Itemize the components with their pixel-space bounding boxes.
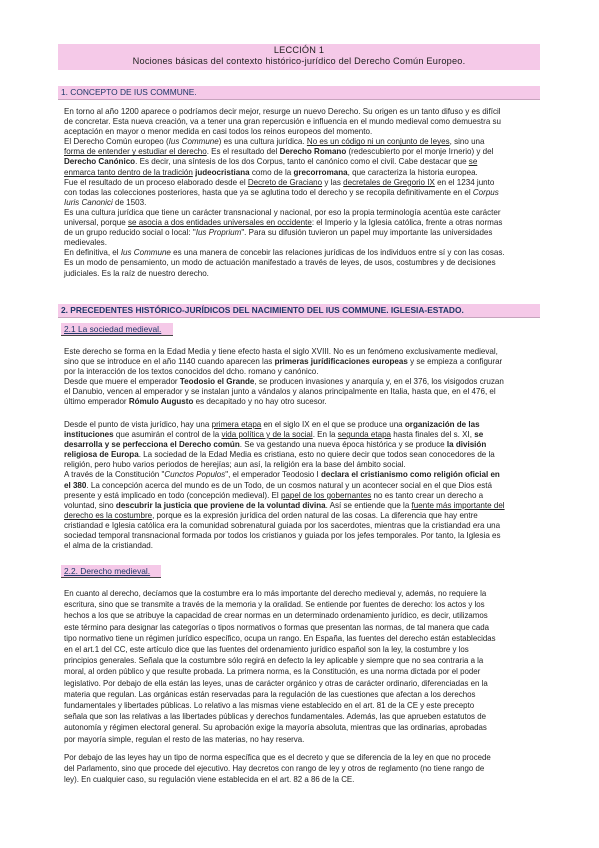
subsection-2-2-title: 2.2. Derecho medieval. bbox=[61, 565, 161, 578]
section2-title: 2. PRECEDENTES HISTÓRICO-JURÍDICOS DEL NACIMIENTO DEL IUS COMMUNE. IGLESIA-ESTADO. bbox=[61, 305, 464, 315]
subsection-2-1-paragraph-b: Desde el punto de vista jurídico, hay una primera etapa en el siglo IX en el que se produce una organización de las instituciones que asumirán el control de la vida política y de la social. En la segunda etapa hasta finales del s. XI, se desarrolla y se perfecciona el Derecho común. Se va gestando una nueva época histórica y se produce la división religiosa de Europa. La sociedad de la Edad Media es cristiana, esto no quiere decir que todos sean conocedores de la religión, pero hubo varios periodos de herejías; aun así, la religión era la base del ámbito social. A través de la Constitución "Cunctos Populos", el emperador Teodosio I declara el cristianismo como religión oficial en el 380. La concepción acerca del mundo es de un Todo, de un cosmos natural y un acontecer social en el que Dios está presente y está implicado en todo (concepción medieval). El papel de los gobernantes no es tanto crear un derecho a voluntad, sino descubrir la justicia que proviene de la voluntad divina. Así se entiende que la fuente más importante del derecho es la costumbre, porque es la expresión jurídica del orden natural de las cosas. La diferencia que hay entre cristiandad e Iglesia católica era la comunidad sobrenatural guiada por los sacerdotes, mientras que la cristiandad era una sociedad temporal transnacional formada por todos los cristianos y guiada por los jefes temporales. Por tanto, la Iglesia es el alma de la cristiandad. bbox=[64, 420, 505, 551]
subsection-2-2-paragraph-b: Por debajo de las leyes hay un tipo de norma específica que es el decreto y que se diferencia de la ley en que no procede del Parlamento, sino que procede del ejecutivo. Hay decretos con rango de ley y otros de reglamento (no tiene rango de ley). En cualquier caso, su regulación viene establecida en el art. 82 a 86 de la CE. bbox=[64, 753, 491, 785]
lesson-subtitle: Nociones básicas del contexto histórico-jurídico del Derecho Común Europeo. bbox=[132, 56, 466, 66]
section1-paragraph: En torno al año 1200 aparece o podríamos decir mejor, resurge un nuevo Derecho. Su origen es un tanto difuso y es difícil de concretar. Esta nueva creación, va a tener una gran repercusión e influencia en el mundo medieval como demuestra su aceptación en mayor o menor medida en casi todos los reinos europeos del momento. El Derecho Común europeo (Ius Commune) es una cultura jurídica. No es un código ni un conjunto de leyes, sino una forma de entender y estudiar el derecho. Es el resultado del Derecho Romano (redescubierto por el monje Irnerio) y del Derecho Canónico. Es decir, una síntesis de los dos Corpus, tanto el canónico como el civil. Cabe destacar que se enmarca tanto dentro de la tradición judeocristiana como de la grecorromana, que caracteriza la historia europea. Fue el resultado de un proceso elaborado desde el Decreto de Graciano y las decretales de Gregorio IX en el 1234 junto con todas las colecciones posteriores, hasta que ya se aglutina todo el derecho y se recopila definitivamente en el Corpus Iuris Canonici de 1503. Es una cultura jurídica que tiene un carácter transnacional y nacional, por eso la propia terminología acentúa este carácter universal, porque se asocia a dos entidades universales en occidente: el Imperio y la Iglesia católica, frente a otras normas de un grupo reducido social o local: "Ius Proprium". Para su difusión tuvieron un papel muy importante las universidades medievales. En definitiva, el Ius Commune es una manera de concebir las relaciones jurídicas de los individuos entre sí y con las cosas. Es un modo de pensamiento, un modo de actuación manifestado a través de leyes, de usos, costumbres y de decisiones judiciales. Es la raíz de nuestro derecho. bbox=[64, 107, 505, 278]
subsection-2-1-paragraph-a: Este derecho se forma en la Edad Media y tiene efecto hasta el siglo XVIII. No es un fenómeno exclusivamente medieval, sino que se introduce en el año 1140 cuando aparecen las primeras jurídificaciones europeas y se empieza a configurar por la interacción de los textos conocidos del dcho. romano y canónico. Desde que muere el emperador Teodosio el Grande, se producen invasiones y anarquía y, en el 376, los visigodos cruzan el Danubio, vencen al emperador y se instalan junto a vándalos y alanos principalmente en Italia, hasta que, en el 476, el último emperador Rómulo Augusto es decapitado y no hay otro sucesor. bbox=[64, 347, 504, 407]
subsection-2-2-paragraph-a: En cuanto al derecho, decíamos que la costumbre era lo más importante del derecho medieval y, además, no requiere la escritura, sino que se transmite a través de la memoria y la oralidad. Se entiende por fuentes de derecho: los actos y los hechos a los que se atribuye la capacidad de crear normas en un determinado ordenamiento jurídico, es decir, utilizamos este término para designar las categorías o tipos normativos o formas que presentan las normas, de tal manera que cada tipo normativo tiene un régimen jurídico específico, ocupa un rango. En España, las fuentes del derecho están establecidas en el art.1 del CC, este artículo dice que las fuentes del ordenamiento jurídico español son la ley, la costumbre y los principios generales. Señala que la costumbre sólo regirá en defecto la ley aplicable y siempre que no sea contraria a la moral, al orden público y que resulte probada. La primera norma, es la Constitución, es una norma dictada por el poder legislativo. Por debajo de ella están las leyes, unas de carácter orgánico y otras de carácter ordinario, diferenciadas en la materia que regulan. Las orgánicas están reservadas para la regulación de las cuestiones que afectan a los derechos fundamentales y libertades públicas. Lo relativo a las mismas viene establecido en el art. 81 de la CE y este precepto señala que son las relativas a las libertades públicas y derechos fundamentales. Además, las que aprueben estatutos de autonomía y régimen electoral general. Su aprobación exige la mayoría absoluta, mientras que las ordinarias, aprobadas por mayoría simple, regulan el resto de las materias, no hay reserva. bbox=[64, 589, 496, 744]
section1-title: 1. CONCEPTO DE IUS COMMUNE. bbox=[61, 87, 197, 97]
subsection-2-1-title: 2.1 La sociedad medieval. bbox=[61, 323, 173, 336]
lesson-title: LECCIÓN 1 bbox=[273, 45, 325, 55]
